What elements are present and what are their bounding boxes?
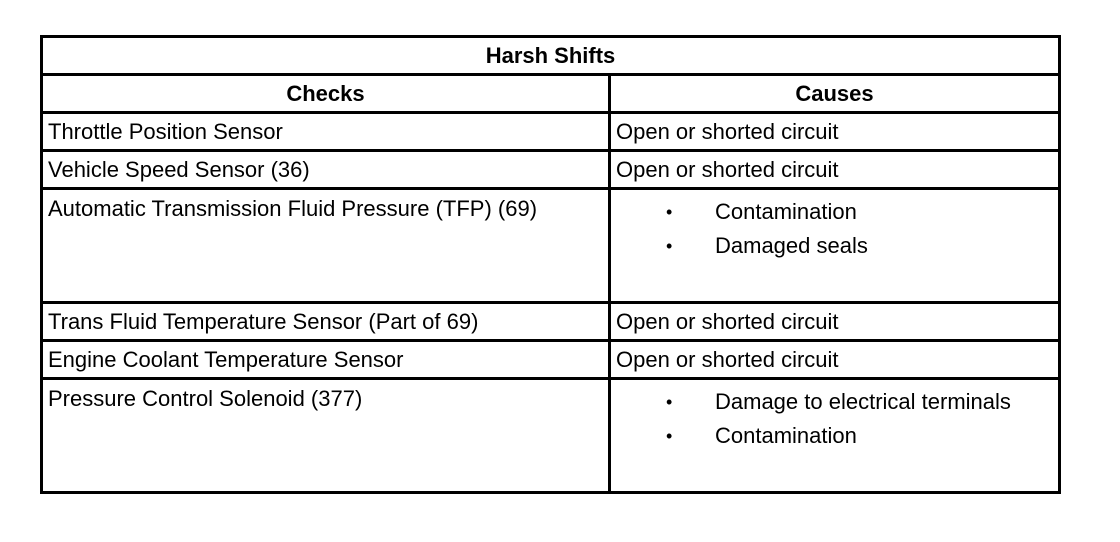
check-text: Pressure Control Solenoid (377)	[48, 386, 363, 411]
cause-text: Contamination	[715, 423, 857, 448]
table-row	[42, 341, 1060, 379]
list-item	[611, 200, 1058, 234]
cause-text: Open or shorted circuit	[616, 347, 839, 372]
check-cell	[42, 151, 610, 189]
check-text: Throttle Position Sensor	[48, 119, 283, 144]
list-item	[611, 390, 1058, 424]
check-text: Automatic Transmission Fluid Pressure (TFP) (69)	[48, 196, 538, 221]
cause-cell	[610, 379, 1060, 493]
cause-text: Contamination	[715, 199, 857, 224]
bullet-icon: •	[666, 426, 673, 446]
cause-cell	[610, 341, 1060, 379]
cause-text: Open or shorted circuit	[616, 309, 839, 334]
column-header-checks: Checks	[42, 75, 610, 113]
table-row	[42, 303, 1060, 341]
check-cell	[42, 189, 610, 303]
table-row	[42, 113, 1060, 151]
check-text: Engine Coolant Temperature Sensor	[48, 347, 404, 372]
cause-bullet-list	[611, 380, 1058, 458]
cause-cell	[610, 113, 1060, 151]
cause-cell	[610, 303, 1060, 341]
list-item	[611, 424, 1058, 458]
check-cell	[42, 379, 610, 493]
harsh-shifts-table	[40, 35, 1061, 494]
check-text: Trans Fluid Temperature Sensor (Part of 69)	[48, 309, 479, 334]
cause-cell	[610, 189, 1060, 303]
column-header-causes: Causes	[610, 75, 1060, 113]
check-cell	[42, 303, 610, 341]
check-cell	[42, 113, 610, 151]
bullet-icon: •	[666, 392, 673, 412]
check-cell	[42, 341, 610, 379]
cause-text: Damage to electrical terminals	[715, 389, 1011, 414]
list-item	[611, 234, 1058, 268]
table-row	[42, 189, 1060, 303]
cause-text: Open or shorted circuit	[616, 157, 839, 182]
bullet-icon: •	[666, 202, 673, 222]
check-text: Vehicle Speed Sensor (36)	[48, 157, 310, 182]
cause-bullet-list	[611, 190, 1058, 268]
cause-text: Open or shorted circuit	[616, 119, 839, 144]
table-row	[42, 379, 1060, 493]
cause-text: Damaged seals	[715, 233, 868, 258]
cause-cell	[610, 151, 1060, 189]
table-header-row	[42, 75, 1060, 113]
table-title: Harsh Shifts	[42, 37, 1060, 75]
table-row	[42, 151, 1060, 189]
table-title-row	[42, 37, 1060, 75]
bullet-icon: •	[666, 236, 673, 256]
